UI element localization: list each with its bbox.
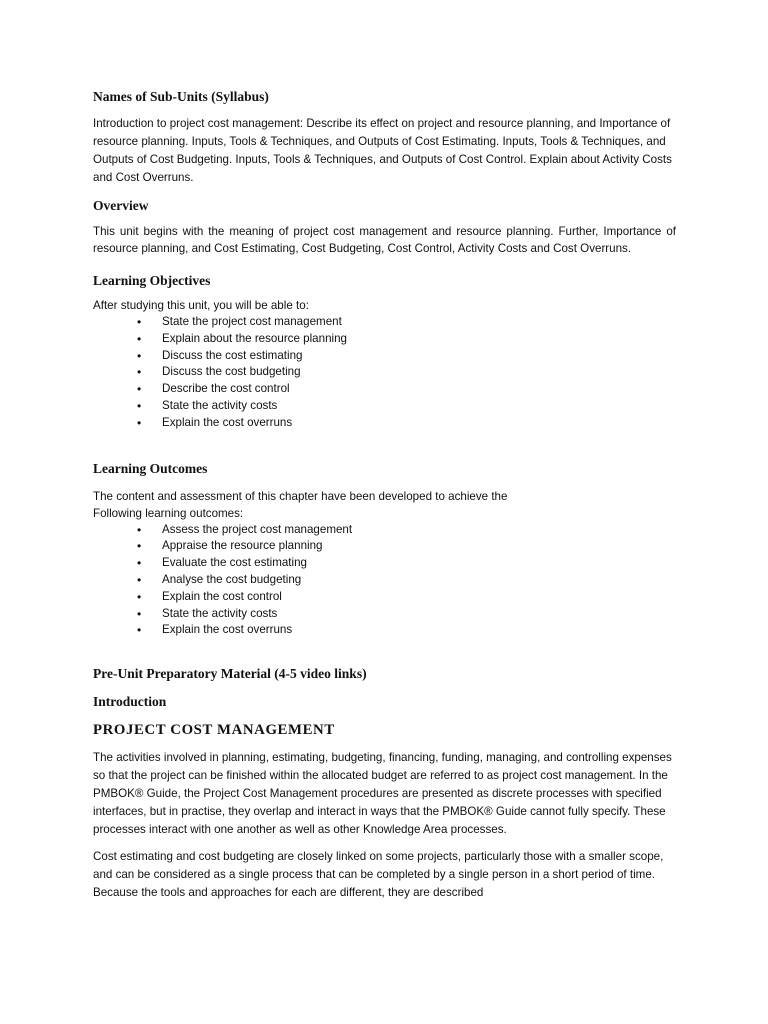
objectives-intro: After studying this unit, you will be able to: [93,299,309,312]
syllabus-text: Introduction to project cost management: Describe its effect on project and resource planning, and Importance of resource planning. Inputs, Tools & Techniques, and Outputs of Cost Estimating. Inputs, Tools & Techniques, and Outputs of Cost Budgeting. Inputs, Tools & Techniques, and Outputs of Cost Control. Explain about Activity Costs and Cost Overruns. [93,117,672,184]
objectives-list [93,314,676,432]
outcome-item: • Evaluate the cost estimating [137,555,676,572]
objective-item: • Discuss the cost estimating [137,348,676,365]
section-title: PROJECT COST MANAGEMENT [93,722,335,739]
outcome-item: • Assess the project cost management [137,522,676,539]
objective-item: • Discuss the cost budgeting [137,364,676,381]
outcome-item: • Appraise the resource planning [137,538,676,555]
outcome-item: • Explain the cost overruns [137,622,676,639]
objectives-heading: Learning Objectives [93,273,211,288]
overview-heading: Overview [93,198,149,213]
outcomes-list [93,522,676,640]
outcomes-heading: Learning Outcomes [93,460,208,476]
outcome-item: • Analyse the cost budgeting [137,572,676,589]
outcomes-intro-line1: The content and assessment of this chapter have been developed to achieve the [93,489,508,503]
outcome-item: • Explain the cost control [137,589,676,606]
intro-paragraph-2: Cost estimating and cost budgeting are closely linked on some projects, particularly those with a smaller scope, and can be considered as a single process that can be completed by a single person in a short period of time. Because the tools and approaches for each are different, they are described [93,850,664,900]
objective-item: • State the activity costs [137,398,676,415]
objective-item: • Describe the cost control [137,381,676,398]
objective-item: • Explain the cost overruns [137,415,676,432]
preunit-heading: Pre-Unit Preparatory Material (4-5 video links) [93,666,367,682]
intro-paragraph-1: The activities involved in planning, estimating, budgeting, financing, funding, managing, and controlling expenses so that the project can be finished within the allocated budget are referred to as project cost management. In the PMBOK® Guide, the Project Cost Management procedures are presented as discrete processes with specified interfaces, but in practise, they overlap and interact in ways that the PMBOK® Guide cannot fully specify. These processes interact with one another as well as other Knowledge Area processes. [93,751,672,837]
objective-item: • Explain about the resource planning [137,331,676,348]
syllabus-heading: Names of Sub-Units (Syllabus) [93,89,269,104]
introduction-heading: Introduction [93,694,167,710]
overview-text: This unit begins with the meaning of project cost management and resource planning. Further, Importance of resource planning, and Cost Estimating, Cost Budgeting, Cost Control, Activity Costs and Cost Overruns. [93,225,676,255]
outcomes-intro-line2: Following learning outcomes: [93,506,244,520]
objective-item: • State the project cost management [137,314,676,331]
outcome-item: • State the activity costs [137,606,676,623]
